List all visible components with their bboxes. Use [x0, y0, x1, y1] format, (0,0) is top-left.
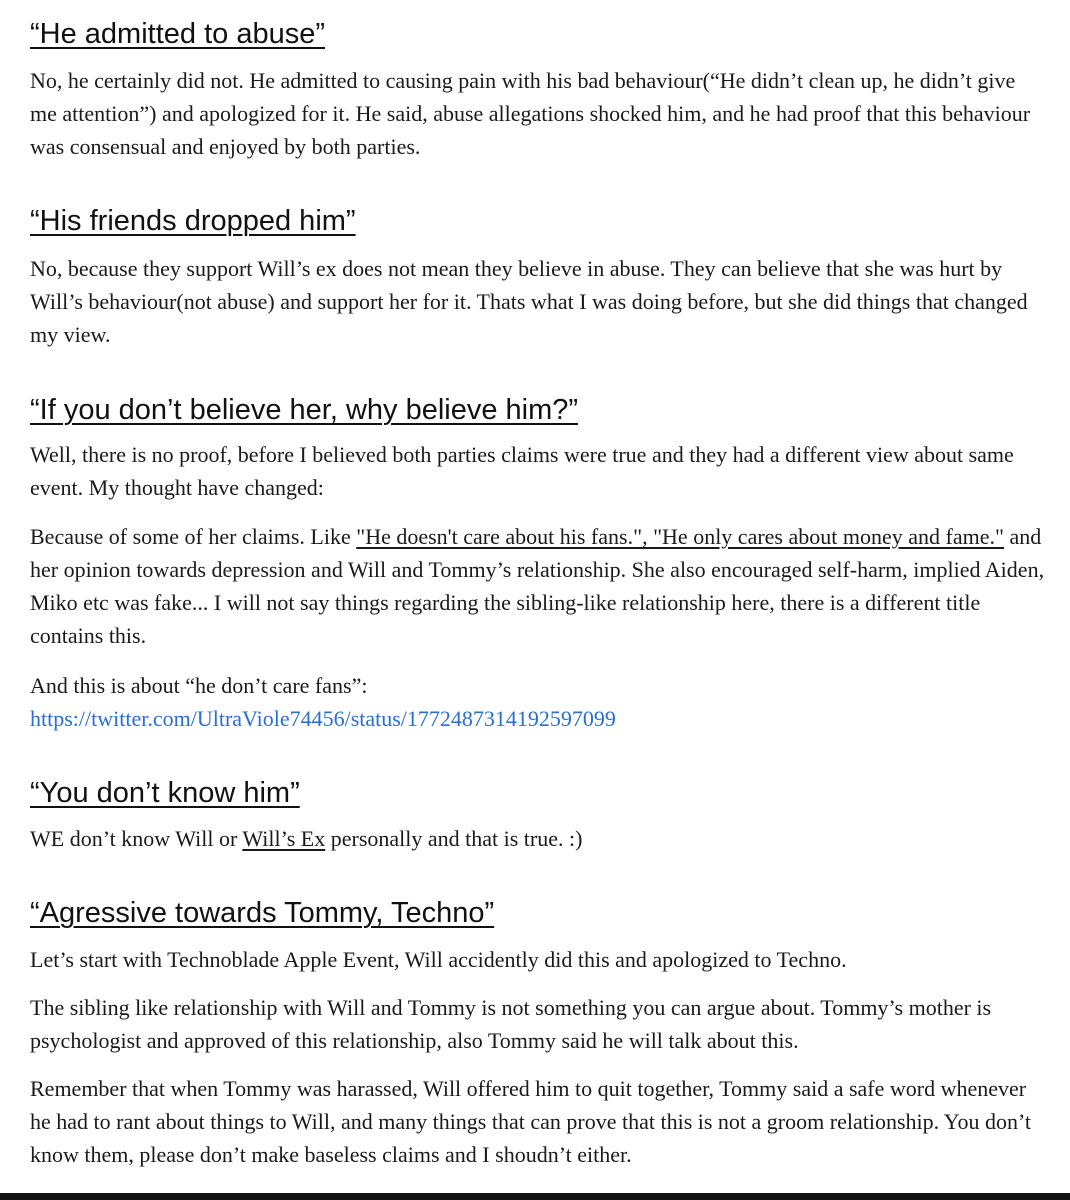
section-paragraph: No, because they support Will’s ex does not mean they believe in abuse. They can believe that she was hurt by Will’s behaviour(not abuse) and support her for it. Thats what I was doing before, but she did things that changed my view. — [30, 256, 1028, 347]
paragraph-text: WE don’t know Will or — [30, 826, 243, 851]
paragraph-text: personally and that is true. :) — [325, 826, 583, 851]
section-heading-admitted-abuse: “He admitted to abuse” — [30, 18, 325, 50]
section-paragraph: The sibling like relationship with Will and Tommy is not something you can argue about. Tommy’s mother is psychologist and approved of this relationship, also Tommy said he will talk about this. — [30, 995, 992, 1053]
section-heading-dont-know-him: “You don’t know him” — [30, 777, 300, 809]
underlined-separator: , — [642, 524, 654, 549]
underlined-quote: "He doesn't care about his fans." — [356, 524, 643, 549]
section-paragraph-claims — [30, 520, 1045, 652]
underlined-text: Will’s Ex — [242, 826, 326, 851]
paragraph-text: Because of some of her claims. Like — [30, 524, 357, 549]
section-paragraph: Remember that when Tommy was harassed, Will offered him to quit together, Tommy said a safe word whenever he had to rant about things to Will, and many things that can prove that this is not a groom relationship. You don’t know them, please don’t make baseless claims and I shoudn’t either. — [30, 1076, 1032, 1167]
section-heading-why-believe-him: “If you don’t believe her, why believe him?” — [30, 394, 579, 426]
section-paragraph-link — [30, 669, 1045, 735]
paragraph-text: and her opinion towards depression and Will and Tommy’s relationship. She also encouraged self-harm, implied Aiden, Miko etc was fake... I will not say things regarding the sibling-like relationship here, there is a different title contains this. — [30, 524, 1045, 648]
section-paragraph: No, he certainly did not. He admitted to causing pain with his bad behaviour(“He didn’t clean up, he didn’t give me attention”) and apologized for it. He said, abuse allegations shocked him, and he had proof that this behaviour was consensual and enjoyed by both parties. — [30, 68, 1031, 159]
section-paragraph: Well, there is no proof, before I believed both parties claims were true and they had a different view about same event. My thought have changed: — [30, 442, 1014, 500]
section-paragraph: Let’s start with Technoblade Apple Event, Will accidently did this and apologized to Techno. — [30, 947, 847, 972]
bottom-border — [0, 1193, 1070, 1200]
twitter-status-link[interactable]: https://twitter.com/UltraViole74456/status/1772487314192597099 — [30, 706, 616, 731]
section-heading-agressive: “Agressive towards Tommy, Techno” — [30, 897, 495, 929]
section-paragraph — [30, 822, 1045, 855]
paragraph-text: And this is about “he don’t care fans”: — [30, 673, 368, 698]
section-heading-friends-dropped: “His friends dropped him” — [30, 205, 356, 237]
underlined-quote: "He only cares about money and fame." — [653, 524, 1004, 549]
